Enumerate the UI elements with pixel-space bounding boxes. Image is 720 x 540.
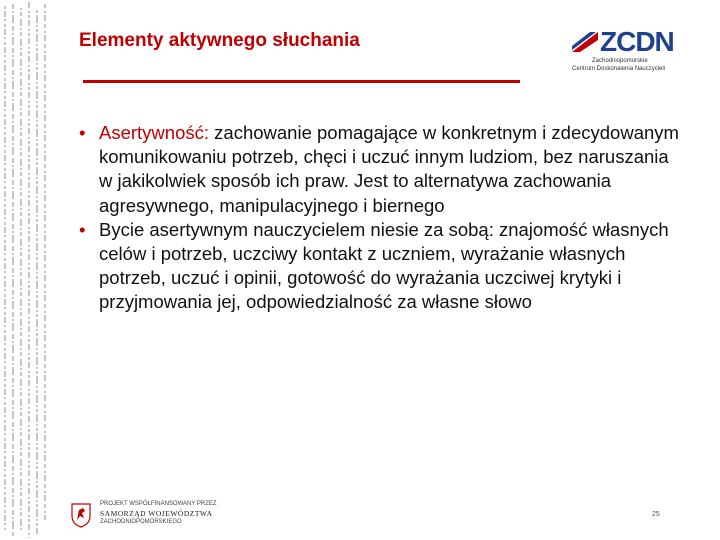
title-underline [83,80,520,83]
bullet-dot-icon: • [79,122,86,143]
zcdn-logo [570,28,685,74]
zcdn-logo-line2: Centrum Doskonalenia Nauczycieli [572,66,666,72]
zcdn-logo-letters: ZCDN [600,26,674,57]
bullet-item [79,121,679,218]
bullet-dot-icon: • [79,218,86,240]
slide-body [79,121,679,315]
griffin-crest-icon [70,502,92,528]
handwriting-decoration [0,0,52,540]
bullet-text: Bycie asertywnym nauczycielem niesie za sobą: znajomość własnych celów i potrzeb, uczciwy kontakt z uczniem, wyrażanie własnych potrzeb, uczuć i opinii, gotowość do wyrażania uczciwej krytyki i przyjmowania jej, odpowiedzialność za własne słowo [99,218,669,313]
zcdn-logo-line1: Zachodniopomorskie [592,58,648,64]
zcdn-logo-icon [572,32,598,52]
page-number: 25 [652,511,660,518]
bullet-term: Asertywność: [99,122,210,143]
bullet-text: zachowanie pomagające w konkretnym i zdecydowanym komunikowaniu potrzeb, chęci i uczuć innym ludziom, bez naruszania w jakikolwiek sposób ich praw. Jest to alternatywa zachowania agresywnego, manipulacyjnego i biernego [99,122,679,216]
footer-logo-line2: SAMORZĄD WOJEWÓDZTWA [100,509,213,518]
footer-sponsor-logo [70,498,217,532]
slide-title: Elementy aktywnego słuchania [79,30,360,51]
footer-logo-line3: ZACHODNIOPOMORSKIEGO [100,519,182,525]
footer-logo-line1: PROJEKT WSPÓŁFINANSOWANY PRZEZ [100,501,217,507]
bullet-item [79,218,679,315]
handwriting-strip-icon [0,0,52,540]
